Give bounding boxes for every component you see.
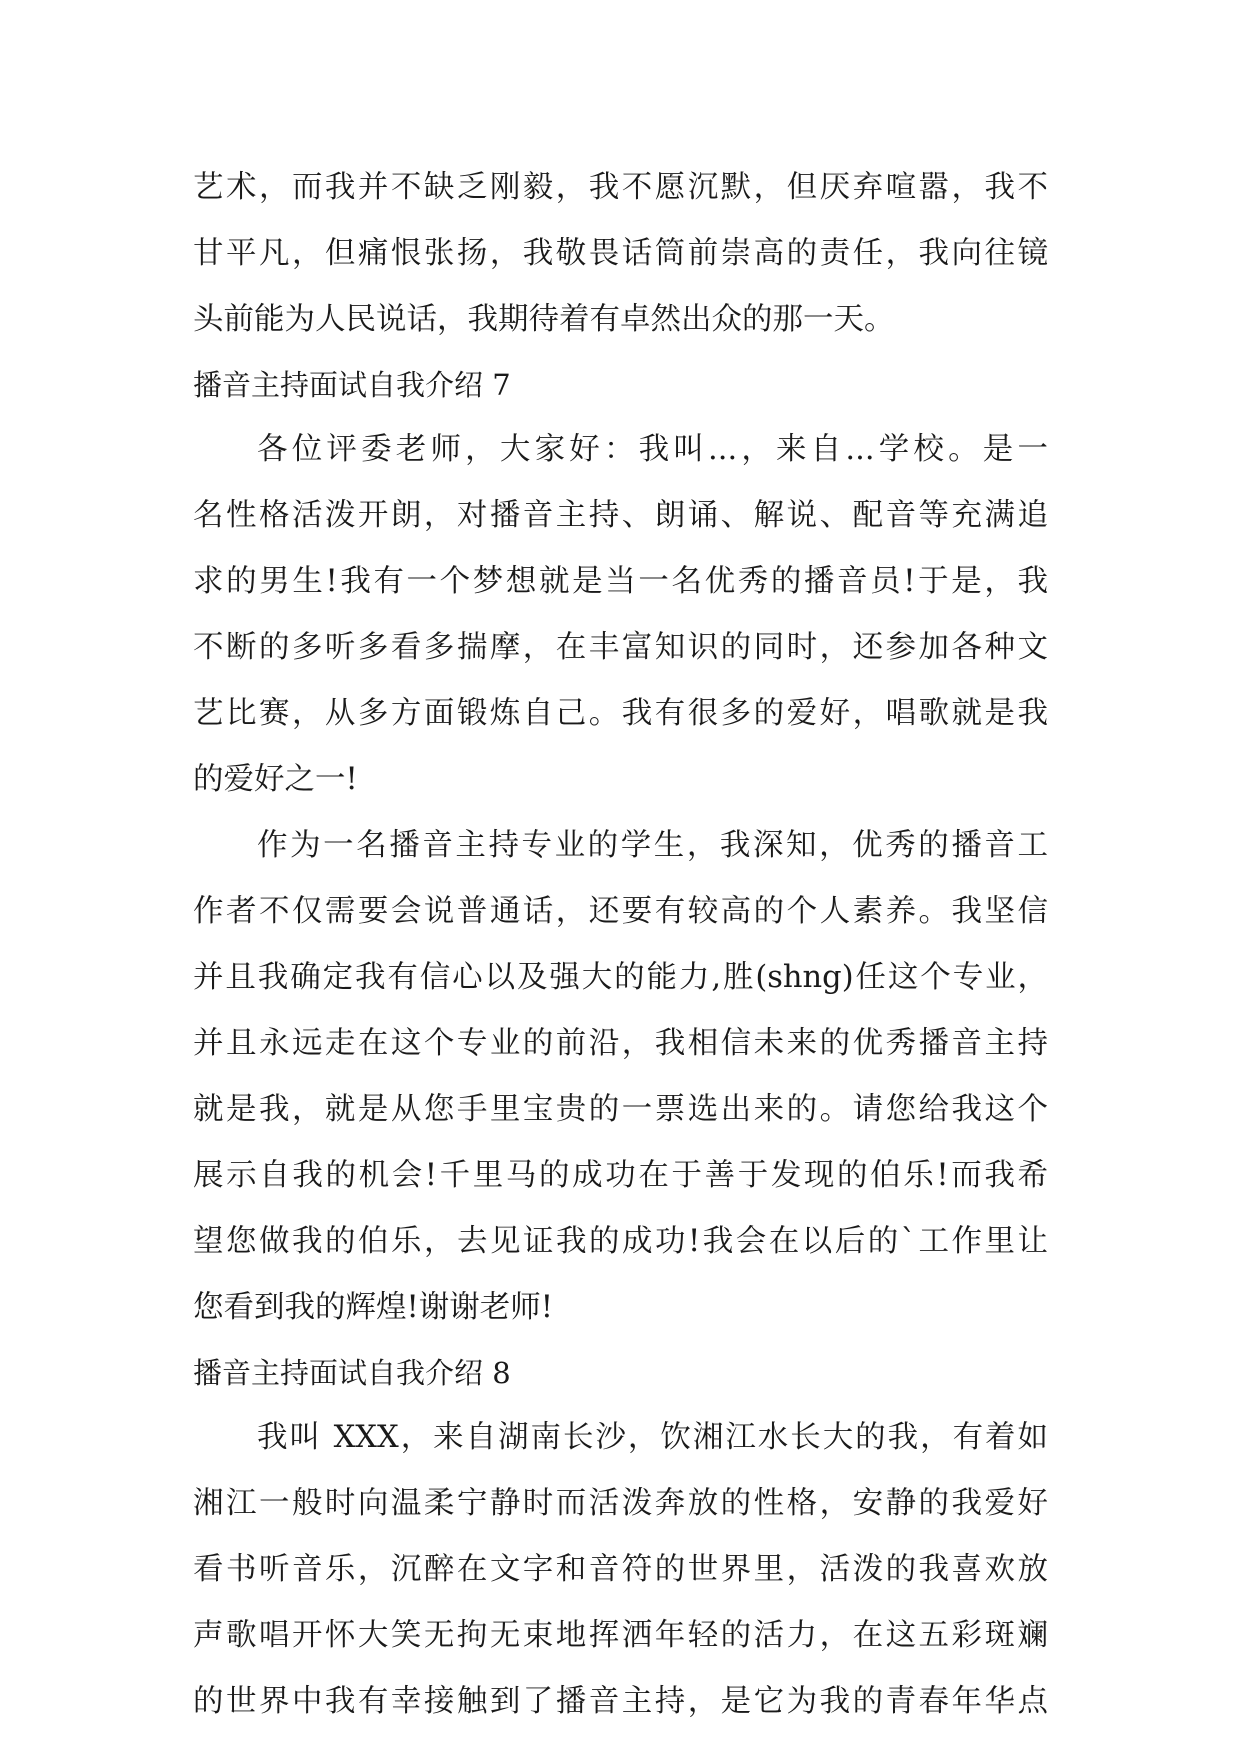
text-line: 就是我，就是从您手里宝贵的一票选出来的。请您给我这个	[193, 1092, 1048, 1127]
paragraph-intro-7-part1	[193, 417, 1048, 813]
text-line: 望您做我的伯乐，去见证我的成功!我会在以后的`工作里让	[193, 1224, 1048, 1259]
text-line: 不断的多听多看多揣摩，在丰富知识的同时，还参加各种文	[193, 630, 1048, 665]
paragraph-art-closing	[193, 155, 1048, 353]
text-line: 并且永远走在这个专业的前沿，我相信未来的优秀播音主持	[193, 1026, 1048, 1061]
text-line: 湘江一般时向温柔宁静时而活泼奔放的性格，安静的我爱好	[193, 1486, 1048, 1521]
text-line: 作者不仅需要会说普通话，还要有较高的个人素养。我坚信	[193, 894, 1048, 929]
text-line: 各位评委老师，大家好：我叫...，来自...学校。是一	[257, 432, 1048, 467]
text-line: 的世界中我有幸接触到了播音主持，是它为我的青春年华点	[193, 1684, 1048, 1719]
text-line: 看书听音乐，沉醉在文字和音符的世界里，活泼的我喜欢放	[193, 1552, 1048, 1587]
text-line: 的爱好之一!	[193, 762, 358, 797]
text-line: 展示自我的机会!千里马的成功在于善于发现的伯乐!而我希	[193, 1158, 1048, 1193]
paragraph-intro-7-part2	[193, 813, 1048, 1341]
text-line: 求的男生!我有一个梦想就是当一名优秀的播音员!于是，我	[193, 564, 1048, 599]
text-line: 我叫 XXX，来自湖南长沙，饮湘江水长大的我，有着如	[257, 1420, 1048, 1455]
text-line: 并且我确定我有信心以及强大的能力,胜(shng)任这个专业，	[193, 960, 1048, 995]
text-line: 名性格活泼开朗，对播音主持、朗诵、解说、配音等充满追	[193, 498, 1048, 533]
text-line: 您看到我的辉煌!谢谢老师!	[193, 1290, 554, 1325]
text-line: 艺比赛，从多方面锻炼自己。我有很多的爱好，唱歌就是我	[193, 696, 1048, 731]
text-line: 声歌唱开怀大笑无拘无束地挥洒年轻的活力，在这五彩斑斓	[193, 1618, 1048, 1653]
section-heading-7: 播音主持面试自我介绍 7	[193, 368, 511, 402]
text-line: 头前能为人民说话，我期待着有卓然出众的那一天。	[193, 302, 895, 337]
text-line: 艺术，而我并不缺乏刚毅，我不愿沉默，但厌弃喧嚣，我不	[193, 170, 1048, 205]
section-heading-8: 播音主持面试自我介绍 8	[193, 1356, 511, 1390]
document-page	[193, 155, 1048, 1735]
paragraph-intro-8	[193, 1405, 1048, 1735]
text-line: 甘平凡，但痛恨张扬，我敬畏话筒前崇高的责任，我向往镜	[193, 236, 1048, 271]
text-line: 作为一名播音主持专业的学生，我深知，优秀的播音工	[257, 828, 1048, 863]
